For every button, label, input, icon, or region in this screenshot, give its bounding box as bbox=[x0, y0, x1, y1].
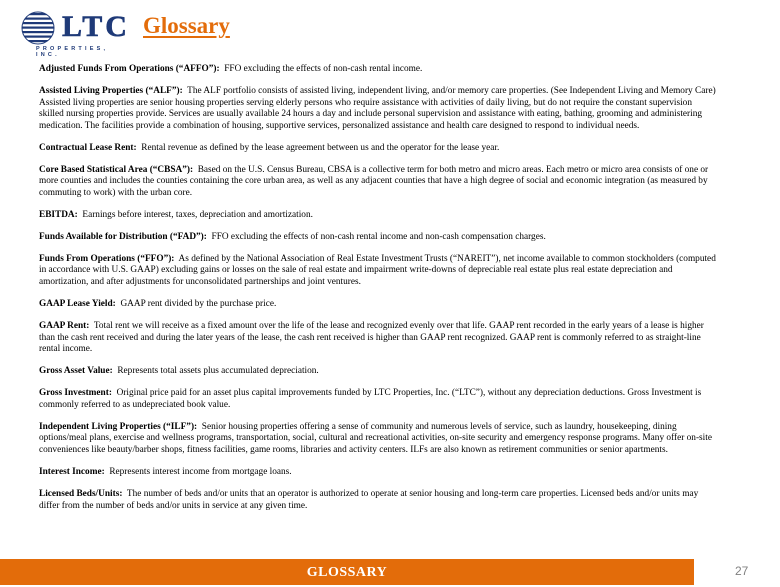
glossary-definition: As defined by the National Association of Real Estate Investment Trusts (“NAREIT”), net income available to common stockholders (computed in accordance with U.S. GAAP) excluding gains or losses on the sale of real estate and impairment write-downs of depreciable real estate plus real estate depreciation and amortization, and after adjustments for unconsolidated partnerships and joint ventures. bbox=[39, 253, 716, 288]
glossary-entry bbox=[39, 321, 719, 356]
glossary-entry bbox=[39, 489, 719, 512]
logo-subtext: PROPERTIES, INC. bbox=[36, 46, 109, 58]
glossary-entry bbox=[39, 422, 719, 457]
glossary-term: Gross Investment: bbox=[39, 388, 112, 399]
glossary-entry bbox=[39, 210, 719, 222]
glossary-term: Adjusted Funds From Operations (“AFFO”): bbox=[39, 64, 220, 74]
glossary-definition: GAAP rent divided by the purchase price. bbox=[120, 299, 277, 310]
footer-bar bbox=[0, 559, 694, 585]
glossary-term: Gross Asset Value: bbox=[39, 366, 113, 377]
glossary-term: Independent Living Properties (“ILF”): bbox=[39, 421, 198, 432]
glossary-definition: FFO excluding the effects of non-cash rental income and non-cash compensation charges. bbox=[211, 231, 546, 242]
logo-globe-icon bbox=[18, 10, 62, 46]
glossary-definition: FFO excluding the effects of non-cash rental income. bbox=[224, 64, 423, 74]
glossary-definition: Based on the U.S. Census Bureau, CBSA is a collective term for both metro and micro areas. Each metro or micro area consists of one or more counties and includes the counties containing the core urban area, as well as any adjacent counties that have a high degree of social and economic integration (as measured by commuting to work) with the urban core. bbox=[39, 164, 709, 198]
glossary-entry bbox=[39, 143, 719, 155]
glossary-term: Funds From Operations (“FFO”): bbox=[39, 253, 175, 264]
page-number: 27 bbox=[735, 564, 749, 578]
glossary-entry bbox=[39, 467, 719, 479]
glossary-definition: Original price paid for an asset plus capital improvements funded by LTC Properties, Inc. (“LTC”), without any depreciation deductions. Gross Investment is commonly referred to as undepreciated book value. bbox=[39, 388, 702, 410]
glossary-term: Interest Income: bbox=[39, 466, 105, 477]
glossary-definition: Earnings before interest, taxes, depreciation and amortization. bbox=[82, 209, 313, 220]
glossary-entry bbox=[39, 86, 719, 132]
glossary-term: GAAP Lease Yield: bbox=[39, 299, 116, 310]
glossary-term: Licensed Beds/Units: bbox=[39, 488, 123, 499]
glossary-definition: Rental revenue as defined by the lease agreement between us and the operator for the lease year. bbox=[141, 142, 500, 153]
glossary-entry bbox=[39, 64, 719, 76]
glossary-term: EBITDA: bbox=[39, 209, 78, 220]
glossary-definition: The ALF portfolio consists of assisted living, independent living, and/or memory care properties. (See Independent Living and Memory Care) Assisted living properties are senior housing properties serving elderly persons who require assistance with activities of daily living, but do not require the constant supervision skilled nursing properties provide. Services are usually available 24 hours a day and include personal supervision and assistance with eating, bathing, grooming and administering medication. The facilities provide a combination of housing, supportive services, personalized assistance and health care designed to respond to individual needs. bbox=[39, 85, 716, 131]
glossary-definition: Total rent we will receive as a fixed amount over the life of the lease and recognized evenly over that life. GAAP rent recorded in the early years of a lease is higher than the cash rent received and during the later years of the lease, the cash rent received is higher than GAAP rent recognized. GAAP rent is commonly referred to as straight-line rental income. bbox=[39, 321, 704, 355]
glossary-entry bbox=[39, 366, 719, 378]
glossary-definition: The number of beds and/or units that an operator is authorized to operate at senior housing and long-term care properties. Licensed beds and/or units may differ from the number of beds and/or units in service at any given time. bbox=[39, 488, 699, 511]
logo-wordmark: LTC bbox=[62, 10, 130, 43]
glossary-term: GAAP Rent: bbox=[39, 321, 90, 332]
glossary-term: Funds Available for Distribution (“FAD”): bbox=[39, 231, 207, 242]
glossary-definition: Represents interest income from mortgage loans. bbox=[109, 466, 292, 477]
glossary-term: Contractual Lease Rent: bbox=[39, 142, 137, 153]
ltc-logo bbox=[18, 10, 130, 58]
glossary-entry bbox=[39, 254, 719, 289]
glossary-entry bbox=[39, 388, 719, 411]
glossary-entry bbox=[39, 299, 719, 311]
page-title: Glossary bbox=[143, 13, 230, 38]
glossary-term: Assisted Living Properties (“ALF”): bbox=[39, 85, 183, 96]
glossary-entry bbox=[39, 232, 719, 244]
glossary-list bbox=[39, 64, 719, 523]
glossary-term: Core Based Statistical Area (“CBSA”): bbox=[39, 164, 194, 175]
glossary-entry bbox=[39, 165, 719, 200]
glossary-definition: Senior housing properties offering a sense of community and numerous levels of service, such as laundry, housekeeping, dining options/meal plans, exercise and wellness programs, transportation, social, cultural and recreational activities, on-site security and emergency response programs. Many offer on-site conveniences like beauty/barber shops, fitness facilities, game rooms, libraries and activity centers. ILFs are also known as retirement communities or senior apartments. bbox=[39, 421, 712, 455]
glossary-definition: Represents total assets plus accumulated depreciation. bbox=[117, 366, 319, 377]
footer-label: GLOSSARY bbox=[306, 565, 388, 580]
